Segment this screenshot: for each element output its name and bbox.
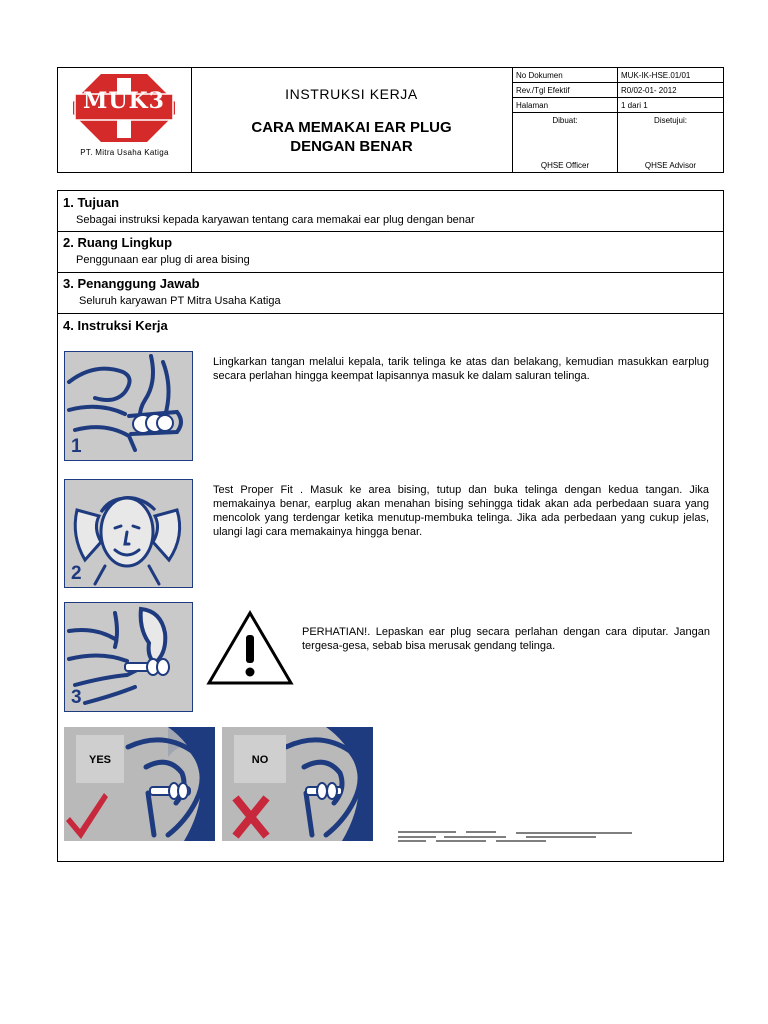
section-heading: 2. Ruang Lingkup — [63, 235, 173, 250]
halaman-label: Halaman — [513, 98, 618, 113]
company-name: PT. Mitra Usaha Katiga — [80, 148, 169, 157]
step-1-text: Lingkarkan tangan melalui kepala, tarik telinga ke atas dan belakang, kemudian masukkan earplug secara perlahan hingga keempat lapisannya masuk ke dalam saluran telinga. — [213, 356, 709, 382]
ear-insert-drawing — [65, 352, 191, 459]
halaman-value: 1 dari 1 — [618, 98, 724, 113]
face-covering-ears-drawing — [65, 480, 191, 586]
section-heading: 3. Penanggung Jawab — [63, 276, 200, 291]
dibuat-role: QHSE Officer — [540, 161, 590, 170]
document-type: INSTRUKSI KERJA — [285, 86, 418, 102]
section-heading-instruksi: 4. Instruksi Kerja — [63, 318, 168, 333]
section-text: Seluruh karyawan PT Mitra Usaha Katiga — [79, 295, 281, 307]
title-line-2: DENGAN BENAR — [290, 138, 413, 155]
no-label: NO — [234, 735, 286, 783]
yes-label: YES — [76, 735, 124, 783]
document-title — [191, 118, 512, 156]
section-text: Sebagai instruksi kepada karyawan tentang cara memakai ear plug dengan benar — [76, 214, 475, 226]
earplug-removal-drawing — [65, 603, 191, 710]
disetujui-cell — [618, 113, 724, 172]
logo-cell — [58, 68, 192, 172]
disetujui-label: Disetujui: — [654, 116, 687, 126]
disetujui-role: QHSE Advisor — [644, 161, 697, 170]
check-mark-icon — [66, 793, 108, 839]
section-penanggung-jawab — [58, 272, 723, 314]
section-text: Penggunaan ear plug di area bising — [76, 254, 250, 266]
logo-text: MUK3 — [83, 88, 165, 114]
section-tujuan — [58, 191, 723, 232]
section-ruang-lingkup — [58, 231, 723, 273]
cross-mark-icon — [238, 801, 264, 833]
dibuat-cell — [513, 113, 618, 172]
step-1-illustration — [64, 351, 193, 461]
rev-label: Rev./Tgl Efektif — [513, 83, 618, 98]
title-cell — [191, 68, 513, 172]
title-line-1: CARA MEMAKAI EAR PLUG — [251, 119, 452, 136]
step-number: 3 — [71, 687, 82, 708]
section-heading: 1. Tujuan — [63, 195, 120, 210]
dibuat-label: Dibuat: — [552, 116, 578, 126]
no-dokumen-label: No Dokumen — [513, 68, 618, 83]
document-body — [57, 190, 724, 862]
rev-value: R0/02-01- 2012 — [618, 83, 724, 98]
yes-illustration — [64, 727, 215, 841]
step-2-illustration — [64, 479, 193, 588]
step-2-text: Test Proper Fit . Masuk ke area bising, tutup dan buka telinga dengan kedua tangan. Jika memakainya benar, earplug akan menahan bising sehingga tidak akan ada perbedaan suara yang mencolok yang terdengar ketika menutup-membuka telinga. Jika ada perbedaan yang cukup jelas, ulangi lagi cara memakainya hingga benar. — [213, 484, 709, 538]
no-illustration — [222, 727, 373, 841]
document-header — [57, 67, 724, 173]
step-number: 1 — [71, 436, 82, 457]
document-meta-table — [512, 68, 723, 172]
no-dokumen-value: MUK-IK-HSE.01/01 — [618, 68, 724, 83]
step-3-illustration — [64, 602, 193, 712]
warning-text: PERHATIAN!. Lepaskan ear plug secara perlahan dengan cara diputar. Jangan tergesa-gesa, sebab bisa merusak gendang telinga. — [302, 626, 710, 652]
illegible-scan-artifact — [396, 828, 632, 844]
step-number: 2 — [71, 563, 82, 584]
warning-icon — [205, 609, 295, 687]
